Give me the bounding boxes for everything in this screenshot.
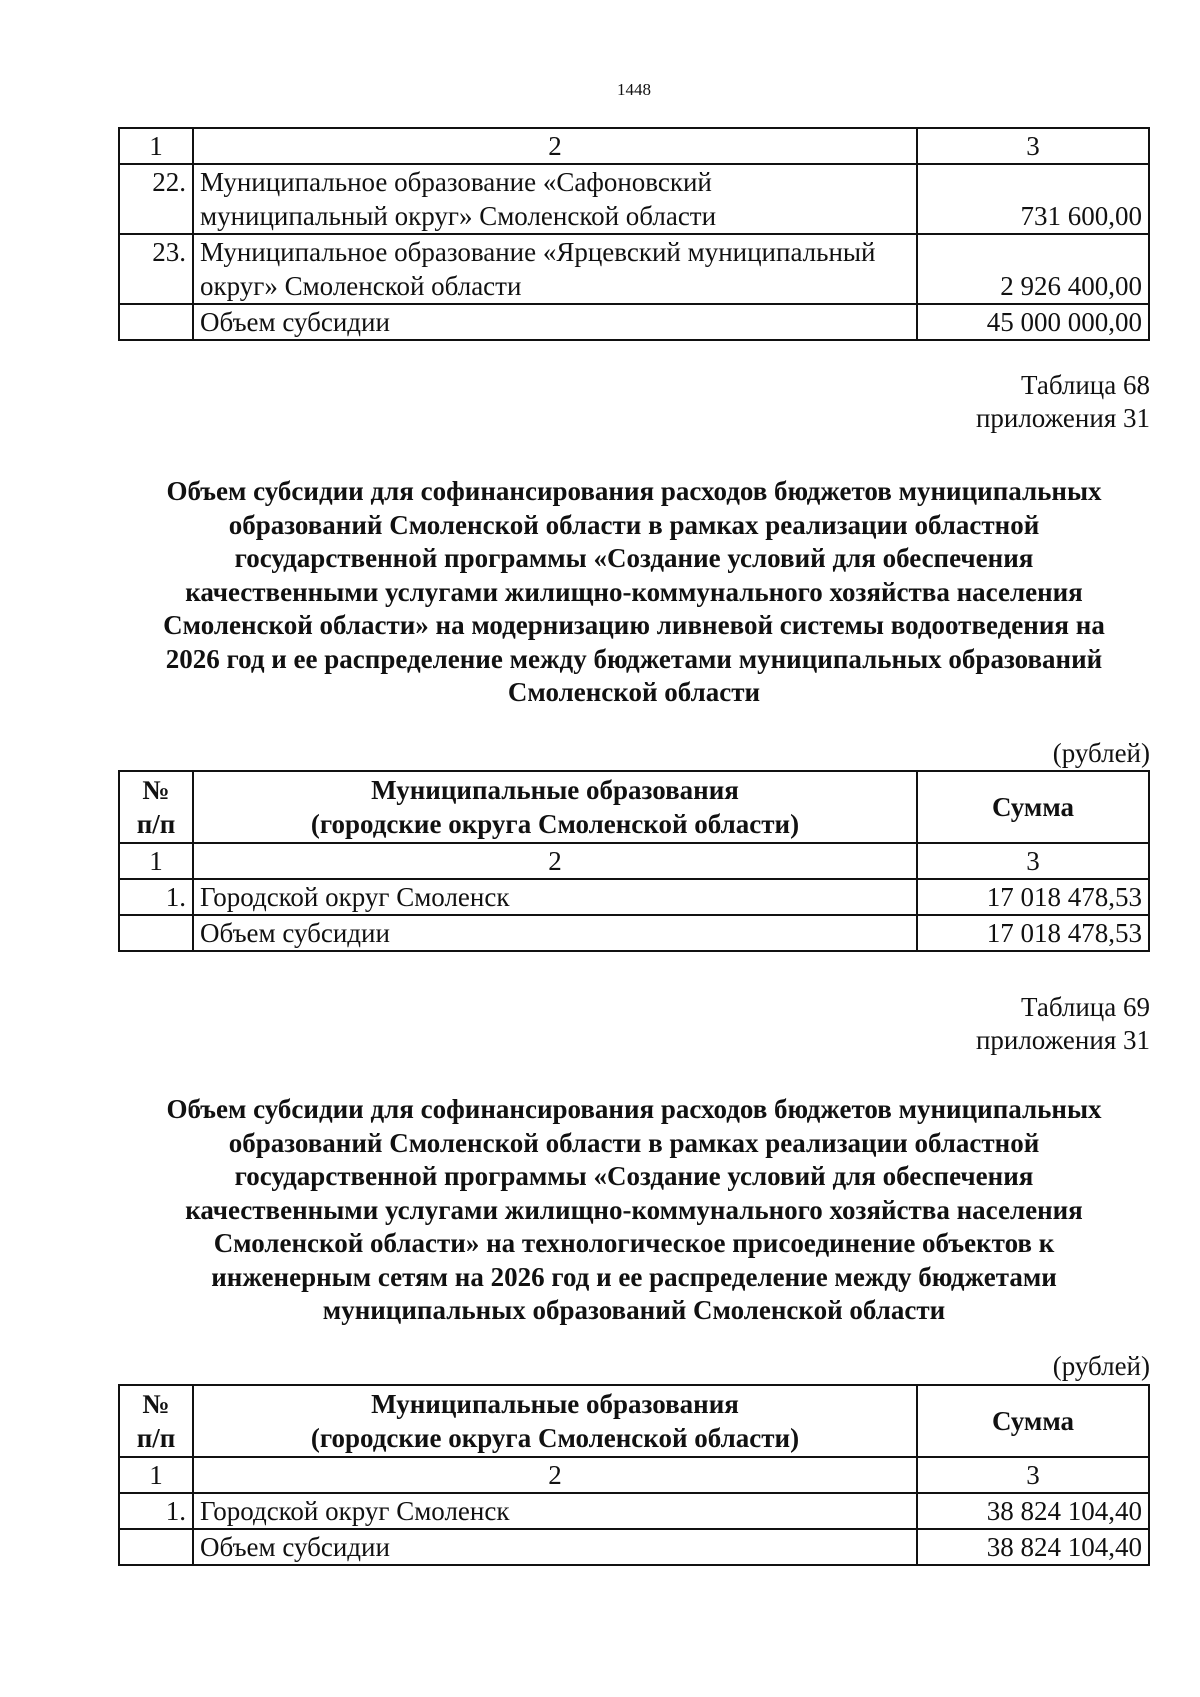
title-line: Смоленской области» на технологическое присоединение объектов к [213, 1228, 1055, 1258]
header-line: № [142, 775, 170, 805]
table-68 [118, 770, 1150, 952]
title-line: качественными услугами жилищно-коммунального хозяйства населения [185, 1194, 1083, 1225]
total-label: Объем субсидии [193, 1529, 917, 1565]
column-header-number [119, 771, 193, 843]
index-cell: 2 [193, 1457, 917, 1493]
title-line: Объем субсидии для софинансирования расходов бюджетов муниципальных [166, 1094, 1102, 1124]
municipality-name-line: муниципальный округ» Смоленской области [200, 201, 717, 231]
total-row [119, 915, 1149, 951]
table-row [119, 164, 1149, 234]
index-cell: 3 [917, 128, 1149, 164]
municipality-name [193, 164, 917, 234]
title-line: государственной программы «Создание условий для обеспечения [234, 543, 1034, 573]
title-line: инженерным сетям на 2026 год и ее распределение между бюджетами [211, 1261, 1057, 1292]
table-68-title [118, 475, 1150, 710]
column-header-municipality [193, 1385, 917, 1457]
municipality-name-line: округ» Смоленской области [200, 271, 522, 301]
total-sum: 38 824 104,40 [917, 1529, 1149, 1565]
header-line: п/п [136, 1423, 176, 1453]
header-line: № [142, 1389, 170, 1419]
row-number: 22. [119, 164, 193, 234]
table-number: Таблица 69 [1021, 992, 1150, 1022]
column-header-row [119, 771, 1149, 843]
index-cell: 3 [917, 843, 1149, 879]
title-line: Смоленской области [507, 677, 761, 707]
municipality-name: Городской округ Смоленск [193, 1493, 917, 1529]
title-line: образований Смоленской области в рамках реализации областной [228, 1127, 1040, 1158]
index-cell: 1 [119, 1457, 193, 1493]
column-header-number [119, 1385, 193, 1457]
title-line: качественными услугами жилищно-коммунального хозяйства населения [185, 576, 1083, 607]
row-number: 23. [119, 234, 193, 304]
table-69-title [118, 1093, 1150, 1328]
header-line: п/п [136, 809, 176, 839]
total-sum: 45 000 000,00 [917, 304, 1149, 340]
column-header-row [119, 1385, 1149, 1457]
index-cell: 1 [119, 843, 193, 879]
row-number: 1. [119, 879, 193, 915]
table-number: Таблица 68 [1021, 370, 1150, 400]
page-number: 1448 [617, 80, 651, 99]
index-cell: 2 [193, 843, 917, 879]
header-line: (городские округа Смоленской области) [310, 1423, 800, 1453]
total-sum: 17 018 478,53 [917, 915, 1149, 951]
municipality-name-line: Муниципальное образование «Ярцевский муниципальный [200, 237, 876, 267]
title-line: 2026 год и ее распределение между бюджетами муниципальных образований [165, 643, 1103, 674]
currency-unit: (рублей) [1052, 1351, 1150, 1381]
appendix-reference: приложения 31 [975, 403, 1150, 433]
subsidy-sum: 731 600,00 [917, 164, 1149, 234]
index-cell: 3 [917, 1457, 1149, 1493]
total-label: Объем субсидии [193, 304, 917, 340]
municipality-name: Городской округ Смоленск [193, 879, 917, 915]
table-index-row [119, 843, 1149, 879]
table-69 [118, 1384, 1150, 1566]
title-line: государственной программы «Создание условий для обеспечения [234, 1161, 1034, 1191]
title-line: Объем субсидии для софинансирования расходов бюджетов муниципальных [166, 476, 1102, 506]
table-row [119, 1493, 1149, 1529]
column-header-sum: Сумма [917, 771, 1149, 843]
table-69-label [976, 991, 1150, 1057]
total-row [119, 1529, 1149, 1565]
subsidy-sum: 17 018 478,53 [917, 879, 1149, 915]
header-line: (городские округа Смоленской области) [310, 809, 800, 839]
table-68-label [976, 369, 1150, 435]
subsidy-sum: 38 824 104,40 [917, 1493, 1149, 1529]
index-cell: 2 [193, 128, 917, 164]
column-header-municipality [193, 771, 917, 843]
continued-subsidy-table [118, 127, 1150, 341]
table-row [119, 879, 1149, 915]
appendix-reference: приложения 31 [975, 1025, 1150, 1055]
row-number: 1. [119, 1493, 193, 1529]
table-index-row [119, 128, 1149, 164]
empty-cell [119, 915, 193, 951]
subsidy-sum: 2 926 400,00 [917, 234, 1149, 304]
column-header-sum: Сумма [917, 1385, 1149, 1457]
header-line: Муниципальные образования [371, 1389, 739, 1419]
title-line: Смоленской области» на модернизацию ливневой системы водоотведения на [163, 610, 1105, 640]
empty-cell [119, 304, 193, 340]
empty-cell [119, 1529, 193, 1565]
index-cell: 1 [119, 128, 193, 164]
title-line: муниципальных образований Смоленской области [322, 1295, 946, 1325]
municipality-name-line: Муниципальное образование «Сафоновский [200, 167, 712, 197]
total-row [119, 304, 1149, 340]
municipality-name [193, 234, 917, 304]
table-row [119, 234, 1149, 304]
title-line: образований Смоленской области в рамках реализации областной [228, 509, 1040, 540]
total-label: Объем субсидии [193, 915, 917, 951]
currency-unit: (рублей) [1052, 738, 1150, 768]
header-line: Муниципальные образования [371, 775, 739, 805]
table-index-row [119, 1457, 1149, 1493]
